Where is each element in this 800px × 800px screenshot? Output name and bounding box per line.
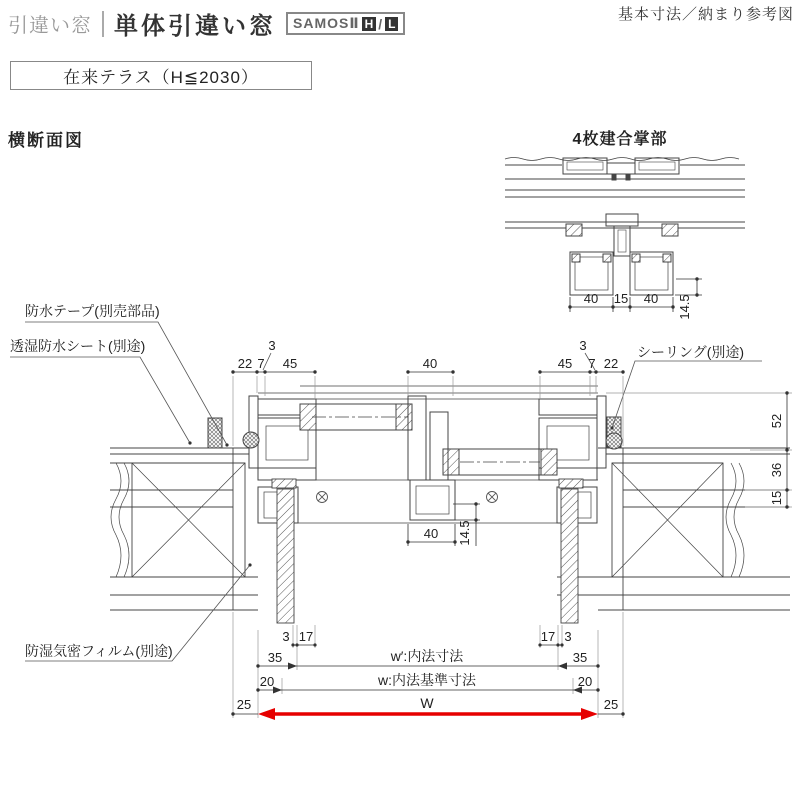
section-title: 横断面図	[8, 131, 84, 150]
dim-top-45-right: 45	[557, 356, 573, 371]
dim-w-inner-label: w′:内法寸法	[390, 648, 464, 664]
dim-top-45-left: 45	[282, 356, 298, 371]
dim-top-22-left: 22	[237, 356, 253, 371]
grade-l-badge: L	[385, 17, 398, 31]
dim-bottom-35-left: 35	[267, 650, 283, 665]
dim-bottom-25-right: 25	[603, 697, 619, 712]
dim-right-52: 52	[769, 413, 784, 429]
dim-bottom-17-right: 17	[540, 629, 556, 644]
leader-sealing-label: シーリング(別途)	[637, 344, 745, 360]
dim-top-3-right: 3	[579, 338, 587, 353]
reference-note: 基本寸法／納まり参考図	[617, 6, 794, 23]
red-width-arrow	[258, 695, 598, 720]
dim-center-14-5: 14.5	[457, 520, 472, 546]
spec-box-label: 在来テラス（H≦2030）	[63, 68, 259, 87]
screw-symbols	[317, 492, 498, 503]
dim-top-22-right: 22	[603, 356, 619, 371]
dim-bottom-17-left: 17	[298, 629, 314, 644]
dim-w-label: W	[420, 695, 434, 711]
grade-h-badge: H	[362, 17, 377, 31]
window-frame	[208, 386, 622, 523]
dim-top-40-center: 40	[422, 356, 438, 371]
top-dimensions	[231, 338, 624, 446]
leader-waterproof-tape-label: 防水テープ(別売部品)	[25, 303, 160, 319]
detail-dim-40-left: 40	[583, 291, 599, 306]
window-category-label: 引違い窓	[8, 15, 92, 37]
center-dimensions	[406, 502, 480, 546]
leader-vapor-film-label: 防湿気密フィルム(別途)	[25, 643, 173, 659]
dim-w-base-label: w:内法基準寸法	[378, 672, 476, 688]
detail-dim-40-right: 40	[643, 291, 659, 306]
dim-top-7-left: 7	[257, 356, 265, 371]
page-title: 単体引違い窓	[114, 13, 276, 40]
dim-right-15: 15	[769, 490, 784, 506]
left-wall	[110, 448, 258, 610]
leader-moisture-sheet-label: 透湿防水シート(別途)	[10, 338, 146, 354]
grade-separator: /	[378, 15, 384, 32]
right-wall	[557, 448, 790, 610]
detail-dim-15: 15	[613, 291, 629, 306]
dim-bottom-35-right: 35	[572, 650, 588, 665]
leader-labels	[10, 303, 762, 661]
dim-bottom-25-left: 25	[236, 697, 252, 712]
dim-bottom-3-left: 3	[282, 629, 290, 644]
dim-center-40: 40	[423, 526, 439, 541]
right-dimensions	[606, 391, 792, 508]
dim-top-7-right: 7	[588, 356, 596, 371]
detail-view	[505, 129, 745, 320]
dim-top-3-left: 3	[268, 338, 276, 353]
dim-bottom-20-right: 20	[577, 674, 593, 689]
detail-dim-14-5: 14.5	[677, 294, 692, 320]
dim-right-36: 36	[769, 462, 784, 478]
detail-title: 4枚建合掌部	[572, 131, 668, 148]
dim-bottom-20-left: 20	[259, 674, 275, 689]
dim-bottom-3-right: 3	[564, 629, 572, 644]
series-name: SAMOSⅡ	[293, 15, 360, 31]
